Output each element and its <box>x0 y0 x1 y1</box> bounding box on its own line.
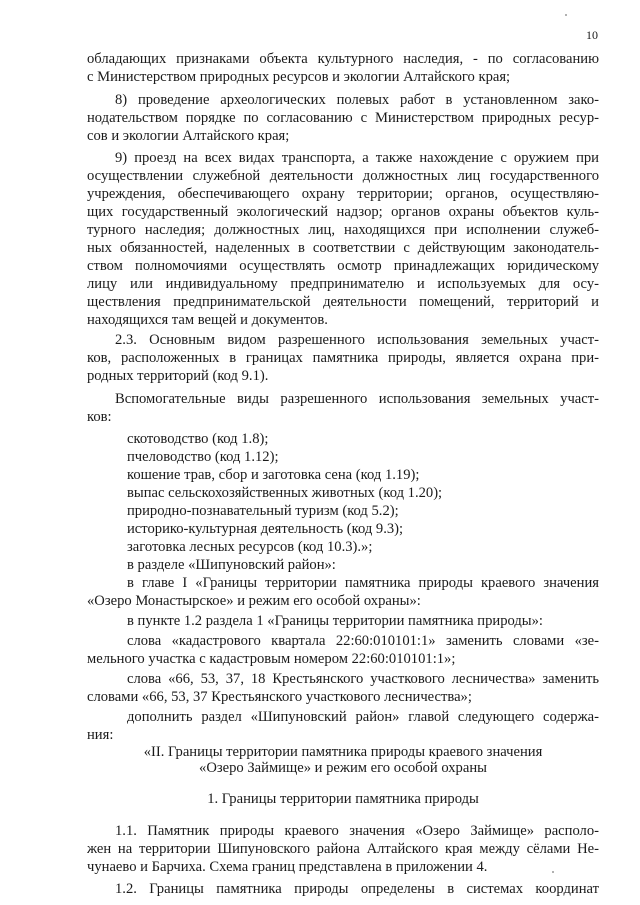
text-line: чунаево и Барчиха. Схема границ представлена в приложении 4. <box>87 859 488 875</box>
list-item: в разделе «Шипуновский район»: <box>127 557 336 573</box>
page-number: 10 <box>586 28 598 42</box>
text-line: находящихся там вещей и документов. <box>87 312 328 328</box>
list-item: скотоводство (код 1.8); <box>127 431 269 447</box>
text-line: в главе I «Границы территории памятника природы краевого значения <box>127 575 599 591</box>
scan-speck <box>565 14 567 16</box>
list-item: заготовка лесных ресурсов (код 10.3).»; <box>127 539 373 555</box>
text-line: учреждения, обеспечивающего охрану территории; органов, осуществляю- <box>87 186 599 202</box>
text-line: ных обязанностей, наделенных в соответствии с действующим законодатель- <box>87 240 599 256</box>
text-line: словами «66, 53, 37 Крестьянского участкового лесничества»; <box>87 689 472 705</box>
text-line: ством полномочиями осуществлять осмотр принадлежащих юридическому <box>87 258 599 274</box>
text-line: родных территорий (код 9.1). <box>87 368 269 384</box>
chapter-heading: «Озеро Займище» и режим его особой охраны <box>199 760 487 776</box>
text-line: Вспомогательные виды разрешенного использования земельных участ- <box>115 391 599 407</box>
text-line: турного наследия; должностных лиц, находящихся при исполнении служеб- <box>87 222 599 238</box>
list-item: выпас сельскохозяйственных животных (код 1.20); <box>127 485 443 501</box>
text-line: в пункте 1.2 раздела 1 «Границы территории памятника природы»: <box>127 613 543 629</box>
list-item: кошение трав, сбор и заготовка сена (код 1.19); <box>127 467 420 483</box>
text-line: обладающих признаками объекта культурного наследия, - по согласованию <box>87 51 599 67</box>
text-line: ков: <box>87 409 112 425</box>
text-line: 9) проезд на всех видах транспорта, а также нахождение с оружием при <box>115 150 599 166</box>
text-line: нодательством порядке по согласованию с Министерством природных ресур- <box>87 110 599 126</box>
text-line: «Озеро Монастырское» и режим его особой охраны»: <box>87 593 421 609</box>
text-line: ществления предпринимательской деятельности помещений, территорий и <box>87 294 599 310</box>
text-line: ков, расположенных в границах памятника природы, является охрана при- <box>87 350 599 366</box>
list-item: историко-культурная деятельность (код 9.3); <box>127 521 404 537</box>
chapter-heading: «II. Границы территории памятника природы краевого значения <box>143 744 543 760</box>
section-heading: 1. Границы территории памятника природы <box>207 791 479 807</box>
text-line: мельного участка с кадастровым номером 22:60:010101:1»; <box>87 651 456 667</box>
text-line: ния: <box>87 727 114 743</box>
text-line: дополнить раздел «Шипуновский район» главой следующего содержа- <box>127 709 599 725</box>
text-line: 2.3. Основным видом разрешенного использования земельных участ- <box>115 332 599 348</box>
text-line: жен на территории Шипуновского района Алтайского края между сёлами Не- <box>87 841 599 857</box>
text-line: слова «66, 53, 37, 18 Крестьянского участкового лесничества» заменить <box>127 671 599 687</box>
text-line: 1.1. Памятник природы краевого значения «Озеро Займище» располо- <box>115 823 599 839</box>
text-line: с Министерством природных ресурсов и экологии Алтайского края; <box>87 69 511 85</box>
text-line: щих государственный экологический надзор; органов охраны объектов куль- <box>87 204 599 220</box>
text-line: 1.2. Границы памятника природы определены в системах координат <box>115 881 599 897</box>
text-line: лицу или индивидуальному предпринимателю и используемых для осу- <box>87 276 599 292</box>
scan-speck <box>552 871 554 873</box>
text-line: осуществлении служебной деятельности должностных лиц государственного <box>87 168 599 184</box>
list-item: природно-познавательный туризм (код 5.2); <box>127 503 399 519</box>
list-item: пчеловодство (код 1.12); <box>127 449 279 465</box>
text-line: сов и экологии Алтайского края; <box>87 128 290 144</box>
text-line: 8) проведение археологических полевых работ в установленном зако- <box>115 92 599 108</box>
text-line: слова «кадастрового квартала 22:60:010101:1» заменить словами «зе- <box>127 633 599 649</box>
